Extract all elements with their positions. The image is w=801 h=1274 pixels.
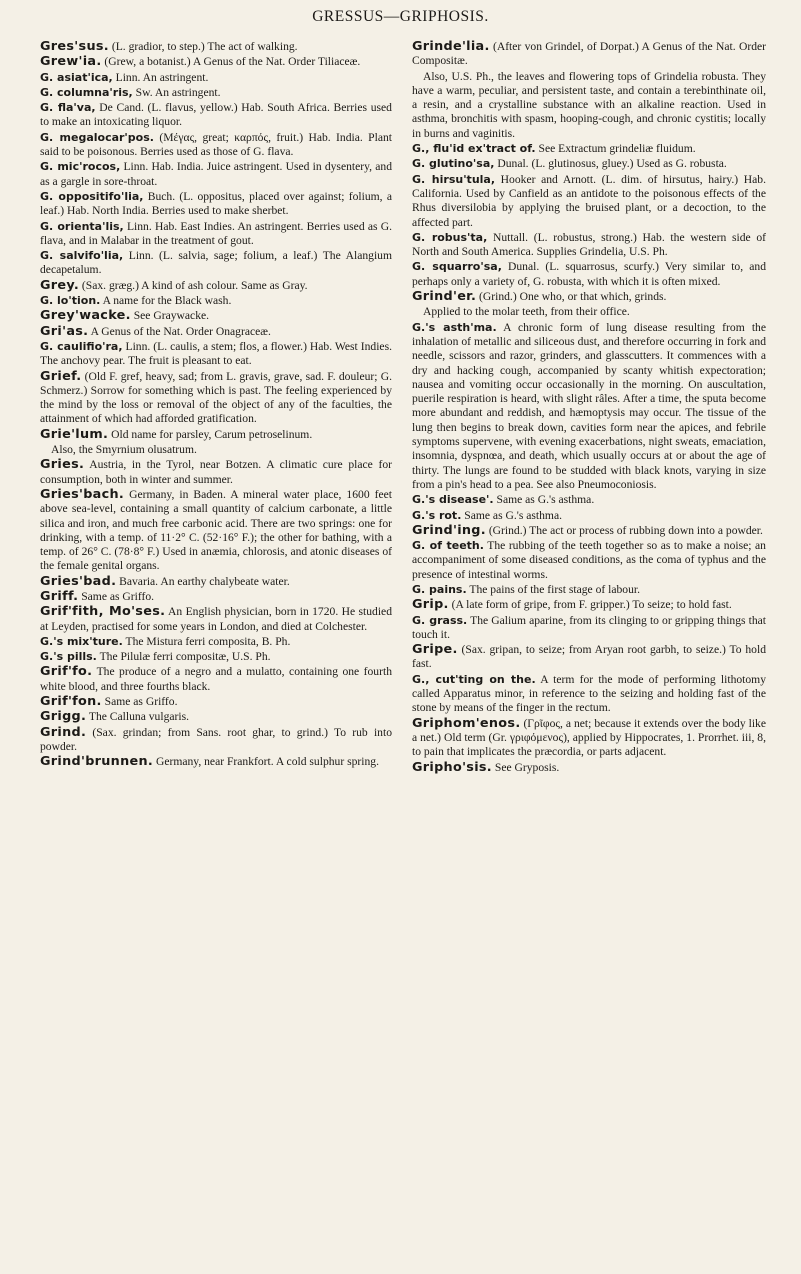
entry-definition: Same as G.'s asthma.	[461, 508, 562, 522]
entry-definition: Linn. (L. caulis, a stem; flos, a flower.) Hab. West Indies. The anchovy pear. The fruit is pleasant to eat.	[40, 339, 392, 368]
entry-headword: G. salvifo'lia,	[40, 249, 124, 263]
entry-headword: Grind.	[40, 724, 87, 740]
left-column	[40, 40, 392, 771]
entry-headword: Grif'fon.	[40, 694, 102, 710]
entry-definition: Also, U.S. Ph., the leaves and flowering tops of Grindelia robusta. They have a warm, peculiar, and persistent taste, and contain a terebinthinate oil, a resin, and a crystalline substance with an alkaline reaction. Used in asthma, bronchitis with spasm, hooping-cough, and chronic cystitis; locally in burns and vaginitis.	[412, 69, 766, 140]
right-column	[412, 40, 766, 776]
dictionary-entry	[412, 493, 766, 507]
entry-definition: Hooker and Arnott. (L. dim. of hirsutus, hairy.) Hab. California. Used by Canfield as an antidote to the poisonous effects of the Rhus diversilobia by applying the bruised plant, or a decoction, to the affected part.	[412, 172, 766, 229]
entry-definition: (Sax. gripan, to seize; from Aryan root garbh, to seize.) To hold fast.	[412, 643, 766, 671]
entry-headword: Griphom'enos.	[412, 715, 521, 731]
entry-headword: G., flu'id ex'tract of.	[412, 142, 536, 156]
entry-headword: G. orienta'lis,	[40, 219, 124, 233]
dictionary-entry	[40, 220, 392, 249]
entry-headword: G. columna'ris,	[40, 85, 133, 99]
entry-headword: Grey.	[40, 277, 80, 293]
dictionary-entry	[40, 279, 392, 293]
entry-definition: Same as Griffo.	[101, 695, 178, 709]
entry-headword: G. fla'va,	[40, 101, 96, 115]
entry-headword: Grey'wacke.	[40, 308, 131, 324]
dictionary-entry	[412, 717, 766, 760]
entry-definition: Linn. Hab. India. Juice astringent. Used in dysentery, and as a gargle in sore-throat.	[40, 160, 392, 188]
entry-headword: G.'s disease'.	[412, 493, 494, 507]
entry-definition: The Galium aparine, from its clinging to or gripping things that touch it.	[412, 613, 766, 641]
dictionary-entry	[412, 614, 766, 643]
entry-headword: G. oppositifo'lia,	[40, 189, 144, 203]
dictionary-entry	[412, 761, 766, 775]
dictionary-entry	[40, 710, 392, 724]
entry-definition: Austria, in the Tyrol, near Botzen. A climatic cure place for consumption, both in winter and summer.	[40, 458, 392, 486]
dictionary-entry	[412, 231, 766, 260]
entry-definition: Same as Griffo.	[78, 589, 155, 603]
entry-headword: G. glutino'sa,	[412, 157, 495, 171]
entry-headword: Gries.	[40, 457, 85, 473]
entry-definition: (Μέγας, great; καρπός, fruit.) Hab. India. Plant said to be poisonous. Berries used as those of G. flava.	[40, 130, 392, 159]
entry-definition: The Mistura ferri composita, B. Ph.	[122, 634, 291, 648]
entry-headword: G. pains.	[412, 582, 467, 596]
entry-definition: (Sax. grindan; from Sans. root ghar, to grind.) To rub into powder.	[40, 725, 392, 753]
entry-definition: Germany, in Baden. A mineral water place, 1600 feet above sea-level, containing a small quantity of calcium carbonate, a little silica and iron, and much free carbonic acid. There are two springs: one for drinking, with a temp. of 11·2° C. (52·16° F.); the other for bathing, with a temp. of 26° C. (78·8° F.) Used in anæmia, chlorosis, and atonic diseases of the female genital organs.	[40, 487, 392, 573]
dictionary-entry	[40, 650, 392, 664]
dictionary-entry	[40, 443, 392, 457]
dictionary-entry	[40, 325, 392, 339]
entry-headword: Grind'brunnen.	[40, 754, 154, 770]
entry-definition: (After von Grindel, of Dorpat.) A Genus of the Nat. Order Compositæ.	[412, 40, 766, 68]
entry-definition: The rubbing of the teeth together so as to make a noise; an accompaniment of some diseased conditions, as the coma of typhus and the presence of intestinal worms.	[412, 539, 766, 581]
entry-definition: See Gryposis.	[491, 760, 560, 774]
entry-definition: De Cand. (L. flavus, yellow.) Hab. South Africa. Berries used to make an intoxicating liquor.	[40, 101, 392, 129]
entry-definition: (Sax. græg.) A kind of ash colour. Same as Gray.	[79, 278, 308, 292]
dictionary-entry	[40, 71, 392, 85]
dictionary-entry	[412, 598, 766, 612]
entry-definition: Bavaria. An earthy chalybeate water.	[116, 574, 290, 588]
dictionary-entry	[40, 590, 392, 604]
entry-definition: An English physician, born in 1720. He studied at Leyden, practised for some years in London, and died at Colchester.	[40, 605, 392, 633]
entry-definition: A name for the Black wash.	[100, 294, 232, 308]
dictionary-entry	[40, 101, 392, 130]
entry-definition: The pains of the first stage of labour.	[466, 582, 641, 596]
entry-headword: Grif'fith, Mo'ses.	[40, 604, 166, 620]
dictionary-entry	[412, 524, 766, 538]
entry-definition: See Graywacke.	[130, 309, 210, 323]
entry-headword: Grew'ia.	[40, 54, 102, 70]
entry-definition: A Genus of the Nat. Order Onagraceæ.	[88, 324, 271, 338]
dictionary-entry	[40, 340, 392, 369]
entry-headword: G.'s pills.	[40, 650, 97, 664]
entry-headword: G. mic'rocos,	[40, 160, 121, 174]
entry-definition: Linn. (L. salvia, sage; folium, a leaf.) The Alangium decapetalum.	[40, 249, 392, 277]
dictionary-entry	[40, 249, 392, 278]
entry-definition: See Extractum grindeliæ fluidum.	[535, 142, 696, 156]
entry-headword: Gripe.	[412, 642, 458, 658]
dictionary-entry	[40, 131, 392, 160]
dictionary-entry	[40, 605, 392, 634]
entry-headword: G.'s rot.	[412, 508, 462, 522]
dictionary-entry	[40, 428, 392, 442]
entry-definition: Dunal. (L. glutinosus, gluey.) Used as G. robusta.	[494, 157, 727, 171]
entry-headword: Gries'bad.	[40, 573, 117, 589]
dictionary-entry	[412, 509, 766, 523]
dictionary-entry	[412, 305, 766, 319]
page-header: GRESSUS—GRIPHOSIS.	[312, 8, 489, 25]
dictionary-entry	[412, 260, 766, 289]
entry-headword: Grinde'lia.	[412, 39, 490, 54]
entry-definition: The produce of a negro and a mulatto, containing one fourth white blood, and three fourths black.	[40, 665, 392, 693]
entry-headword: Grif'fo.	[40, 664, 93, 680]
dictionary-entry	[40, 488, 392, 574]
dictionary-entry	[40, 294, 392, 308]
entry-definition: Also, the Smyrnium olusatrum.	[51, 443, 197, 457]
entry-headword: G. megalocar'pos.	[40, 130, 154, 144]
dictionary-entry	[40, 309, 392, 323]
entry-headword: G. squarro'sa,	[412, 260, 502, 274]
dictionary-entry	[40, 665, 392, 694]
entry-headword: G.'s mix'ture.	[40, 634, 123, 648]
entry-headword: Grip.	[412, 597, 449, 613]
dictionary-entry	[40, 86, 392, 100]
entry-definition: (Grew, a botanist.) A Genus of the Nat. Order Tiliaceæ.	[101, 55, 361, 69]
entry-definition: Dunal. (L. squarrosus, scurfy.) Very similar to, and perhaps only a variety of, G. robusta, with which it is often mixed.	[412, 260, 767, 288]
dictionary-entry	[412, 157, 766, 171]
entry-headword: G. grass.	[412, 613, 468, 627]
dictionary-entry	[412, 673, 766, 716]
dictionary-entry	[412, 539, 766, 582]
dictionary-entry	[40, 458, 392, 487]
entry-definition: Applied to the molar teeth, from their office.	[423, 305, 630, 319]
entry-headword: G., cut'ting on the.	[412, 672, 536, 686]
entry-headword: G. asiat'ica,	[40, 70, 113, 84]
entry-headword: Grie'lum.	[40, 426, 109, 442]
entry-definition: Germany, near Frankfort. A cold sulphur spring.	[153, 755, 379, 769]
entry-definition: (L. gradior, to step.) The act of walking.	[108, 40, 298, 53]
dictionary-entry	[40, 755, 392, 769]
entry-headword: Griff.	[40, 588, 79, 604]
entry-definition: (Grind.) One who, or that which, grinds.	[476, 290, 667, 304]
entry-headword: G. hirsu'tula,	[412, 172, 496, 186]
dictionary-entry	[40, 55, 392, 69]
dictionary-entry	[40, 726, 392, 755]
entry-headword: Grind'ing.	[412, 522, 486, 538]
dictionary-entry	[40, 40, 392, 54]
entry-headword: G. robus'ta,	[412, 230, 488, 244]
entry-definition: (A late form of gripe, from F. gripper.) To seize; to hold fast.	[448, 598, 732, 612]
dictionary-entry	[412, 583, 766, 597]
entry-headword: Gries'bach.	[40, 486, 125, 502]
entry-headword: Grind'er.	[412, 289, 477, 305]
entry-definition: (Γρῖφος, a net; because it extends over the body like a net.) Old term (Gr. γριφόμενος), applied by Hippocrates, 1. Prorrhet. iii, 8, to pain that implicates the præcordia, or parts adjacent.	[412, 716, 766, 759]
dictionary-entry	[412, 321, 766, 493]
dictionary-entry	[40, 190, 392, 219]
dictionary-entry	[40, 635, 392, 649]
entry-definition: Old name for parsley, Carum petroselinum.	[108, 427, 313, 441]
entry-definition: A term for the mode of performing lithotomy called Apparatus minor, in reference to the seizing and holding fast of the stone by means of the finger in the rectum.	[412, 672, 766, 715]
dictionary-entry	[412, 142, 766, 156]
entry-definition: Linn. Hab. East Indies. An astringent. Berries used as G. flava, and in Malabar in the treatment of gout.	[40, 219, 392, 247]
entry-headword: Gripho'sis.	[412, 759, 492, 775]
entry-headword: G. caulifio'ra,	[40, 339, 123, 353]
entry-definition: Nuttall. (L. robustus, strong.) Hab. the western side of North and South America. Supplies Grindelia, U.S. Ph.	[412, 230, 766, 259]
dictionary-entry	[412, 643, 766, 672]
dictionary-entry	[40, 370, 392, 427]
entry-headword: G. lo'tion.	[40, 294, 101, 308]
entry-definition: Buch. (L. oppositus, placed over against; folium, a leaf.) Hab. North India. Berries used to make sherbet.	[40, 189, 392, 218]
dictionary-entry	[412, 173, 766, 230]
entry-definition: (Grind.) The act or process of rubbing down into a powder.	[485, 523, 763, 537]
entry-headword: Grief.	[40, 368, 82, 384]
entry-headword: Gri'as.	[40, 323, 89, 339]
dictionary-entry	[40, 160, 392, 189]
dictionary-entry	[40, 575, 392, 589]
entry-headword: G. of teeth.	[412, 539, 484, 553]
dictionary-entry	[40, 695, 392, 709]
dictionary-entry	[412, 70, 766, 141]
entry-definition: The Pilulæ ferri compositæ, U.S. Ph.	[96, 650, 271, 664]
entry-definition: The Calluna vulgaris.	[86, 710, 190, 724]
entry-definition: (Old F. gref, heavy, sad; from L. gravis, grave, sad. F. douleur; G. Schmerz.) Sorrow for something which is past. The feeling experienced by the mind by the loss or removal of the object of any of the faculties, the attainment of which had afforded gratification.	[40, 369, 392, 426]
entry-definition: A chronic form of lung disease resulting from the inhalation of metallic and siliceous dust, and therefore occurring in fork and needle, scissors and razor, grinders, and glasscutters. It commences with a dry and hacking cough, accompanied by scanty whitish expectoration; nausea and vomiting occur occasionally in the morning. On auscultation, puerile respiration is heard, with slight râles. After a time, the sputa become more abundant and reddish, and hæmoptysis may occur. The tissue of the lung then begins to break down, cavities form near the apices, and febrile symptoms supervene, with evening exacerbations, night sweats, emaciation, insomnia, dyspnœa, and death, which usually occurs at or about the age of thirty. The lungs are found to be studded with black knots, varying in size from a pin's head to a pea. See also Pneumoconiosis.	[412, 320, 766, 491]
entry-headword: Grigg.	[40, 709, 87, 725]
entry-headword: G.'s asth'ma.	[412, 320, 497, 334]
entry-definition: Sw. An astringent.	[132, 85, 221, 99]
dictionary-entry	[412, 290, 766, 304]
entry-definition: Same as G.'s asthma.	[493, 493, 595, 507]
entry-definition: Linn. An astringent.	[112, 70, 209, 84]
entry-headword: Gres'sus.	[40, 39, 109, 54]
dictionary-entry	[412, 40, 766, 69]
